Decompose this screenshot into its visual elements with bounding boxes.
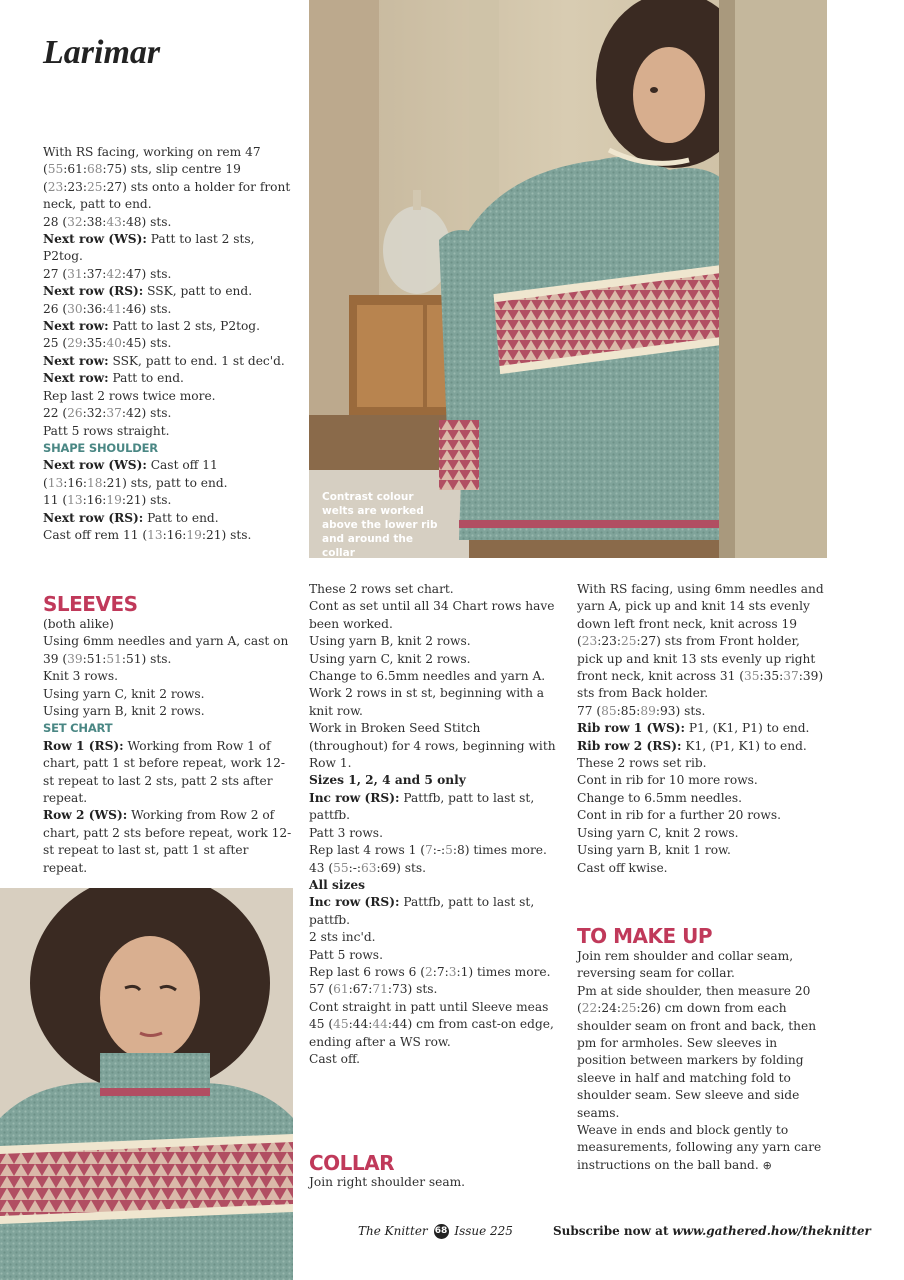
to-make-up-heading: TO MAKE UP bbox=[577, 924, 713, 948]
decrease-rows: Next row (WS): Patt to last 2 sts, P2tog. 27 (31:37:42:47) sts. Next row (RS): SSK, patt to end. 26 (30:36:41:46) sts. Next row: Patt to last 2 sts, P2tog. 25 (29:35:40:45) sts. bbox=[43, 232, 260, 351]
footer-subscribe: Subscribe now at www.gathered.how/theknitter bbox=[553, 1224, 871, 1238]
shape-shoulder-heading: SHAPE SHOULDER bbox=[43, 440, 158, 455]
sleeves-instructions: (both alike) Using 6mm needles and yarn A, cast on 39 (39:51:51:51) sts. Knit 3 rows. Using yarn C, knit 2 rows. Using yarn B, knit 2 rows. SET CHART Row 1 (RS): Working from Row 1 of chart, patt 1 st before repeat, work 12-st repeat to last 2 sts, patt 2 sts after repeat. Row 2 (WS): Working from Row 2 of chart, patt 2 sts before repeat, work 12-st repeat to last st, patt 1 st after repeat. bbox=[43, 616, 293, 877]
make-up-instructions: Join rem shoulder and collar seam, reversing seam for collar. Pm at side shoulder, then measure 20 (22:24:25:26) cm down from each shoulder seam on front and back, then pm for armholes. Sew sleeves in position between markers by folding sleeve in half and matching fold to shoulder seam. Sew sleeve and side seams. Weave in ends and block gently to measurements, following any yarn care instructions on the ball band. ⊕ bbox=[577, 949, 822, 1172]
end-mark-icon: ⊕ bbox=[762, 1158, 772, 1172]
page-number: 68 bbox=[434, 1224, 449, 1239]
rib-rows: Rib row 1 (WS): P1, (K1, P1) to end. Rib row 2 (RS): K1, (P1, K1) to end. These 2 rows set rib. Cont in rib for 10 more rows. bbox=[577, 721, 810, 788]
chart-rows: Row 1 (RS): Working from Row 1 of chart, patt 1 st before repeat, work 12-st repeat to last 2 sts, patt 2 sts after repeat. Row 2 (WS): Working from Row 2 of chart, patt 2 sts before repeat, work 12-st repeat to last st, patt 1 st after repeat. bbox=[43, 738, 292, 875]
patt-straight: Patt 5 rows straight. bbox=[43, 423, 170, 438]
repeat-rows: Next row: SSK, patt to end. 1 st dec'd. Next row: Patt to end. Rep last 2 rows twice more. 22 (26:32:37:42) sts. bbox=[43, 353, 285, 421]
model-photo-back-view bbox=[309, 0, 827, 558]
footer-magazine-issue: The Knitter 68 Issue 225 bbox=[358, 1224, 513, 1238]
column-1 bbox=[43, 144, 293, 544]
sleeves-heading: SLEEVES bbox=[43, 592, 138, 616]
set-chart-heading: SET CHART bbox=[43, 721, 113, 736]
all-sizes: All sizes Inc row (RS): Pattfb, patt to last st, pattfb. 2 sts inc'd. Patt 5 rows. Rep last 6 rows 6 (2:7:3:1) times more. 57 (61:67:71:73) sts. bbox=[309, 877, 551, 997]
subscribe-link[interactable]: www.gathered.how/theknitter bbox=[672, 1224, 871, 1238]
pattern-title: Larimar bbox=[43, 34, 161, 71]
column-2: These 2 rows set chart. Cont as set until all 34 Chart rows have been worked. Using yarn B, knit 2 rows. Using yarn C, knit 2 rows. Change to 6.5mm needles and yarn A. Work 2 rows in st st, beginning with a knit row. Work in Broken Seed Stitch (throughout) for 4 rows, beginning with Row 1. Sizes 1, 2, 4 and 5 only Inc row (RS): Pattfb, patt to last st, pattfb. Patt 3 rows. Rep last 4 rows 1 (7:-:5:8) times more. 43 (55:-:63:69) sts. All sizes Inc row (RS): Pattfb, patt to last st, pattfb. 2 sts inc'd. Patt 5 rows. Rep last 6 rows 6 (2:7:3:1) times more. 57 (61:67:71:73) sts. Cont straight in patt until Sleeve meas 45 (45:44:44:44) cm from cast-on edge, ending after a WS row. Cast off. bbox=[309, 581, 559, 1068]
sizes-1-2-4-5: Sizes 1, 2, 4 and 5 only Inc row (RS): Pattfb, patt to last st, pattfb. Patt 3 rows. Rep last 4 rows 1 (7:-:5:8) times more. 43 (55:-:63:69) sts. bbox=[309, 773, 547, 875]
collar-text: Join right shoulder seam. bbox=[309, 1175, 466, 1189]
neck-instructions: With RS facing, working on rem 47 (55:61:68:75) sts, slip centre 19 (23:23:25:27) sts onto a holder for front neck, patt to end. 28 (32:38:43:48) sts. bbox=[43, 145, 291, 229]
shoulder-rows: Next row (WS): Cast off 11 (13:16:18:21) sts, patt to end. 11 (13:16:19:21) sts. Next row (RS): Patt to end. Cast off rem 11 (13:16:19:21) sts. bbox=[43, 458, 252, 542]
model-photo-front-view bbox=[0, 888, 293, 1280]
column-3: With RS facing, using 6mm needles and yarn A, pick up and knit 14 sts evenly down left front neck, knit across 19 (23:23:25:27) sts from Front holder, pick up and knit 13 sts evenly up right front neck, knit across 31 (35:35:37:39) sts from Back holder. 77 (85:85:89:93) sts. Rib row 1 (WS): P1, (K1, P1) to end. Rib row 2 (RS): K1, (P1, K1) to end. These 2 rows set rib. Cont in rib for 10 more rows. Change to 6.5mm needles. Cont in rib for a further 20 rows. Using yarn C, knit 2 rows. Using yarn B, knit 1 row. Cast off kwise. bbox=[577, 581, 829, 877]
collar-heading: COLLAR bbox=[309, 1151, 395, 1175]
photo-caption: Contrast colour welts are worked above the lower rib and around the collar bbox=[322, 491, 438, 559]
